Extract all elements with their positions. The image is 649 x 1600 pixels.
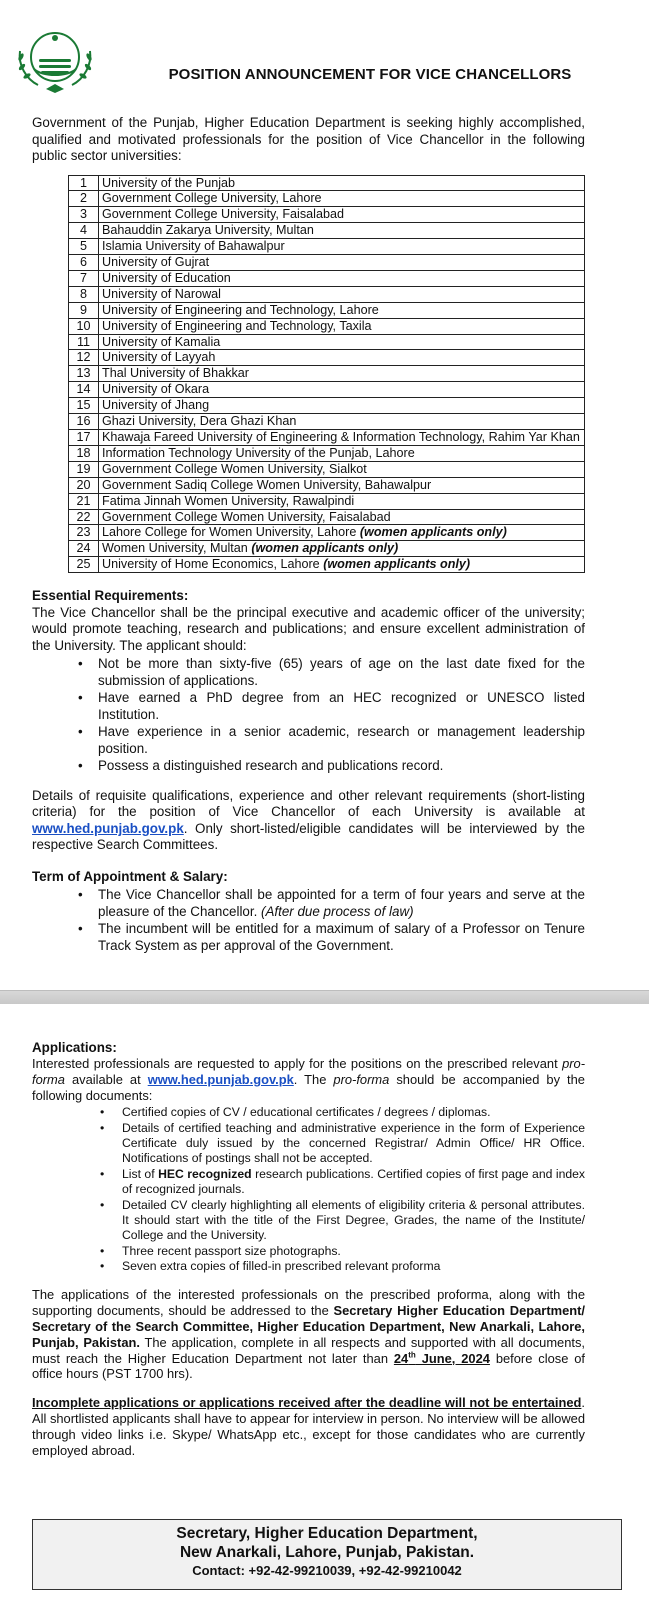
date-suffix: th	[408, 1350, 416, 1360]
row-number: 13	[69, 366, 99, 382]
university-label: Bahauddin Zakarya University, Multan	[102, 223, 314, 238]
row-number: 4	[69, 223, 99, 239]
university-label: Ghazi University, Dera Ghazi Khan	[102, 414, 297, 429]
notice-text: . All shortlisted applicants shall have to appear for interview in person. No interview will be allowed through video links i.e. Skype/ WhatsApp etc., except for those candidates who are currently employed abroad.	[32, 1395, 585, 1458]
table-row	[69, 191, 585, 207]
university-name	[99, 191, 585, 207]
table-row	[69, 207, 585, 223]
term-heading: Term of Appointment & Salary:	[32, 868, 228, 884]
row-number: 3	[69, 207, 99, 223]
university-name	[99, 461, 585, 477]
table-row	[69, 366, 585, 382]
university-name	[99, 255, 585, 271]
table-row	[69, 461, 585, 477]
row-number: 20	[69, 477, 99, 493]
university-label: University of Home Economics, Lahore	[102, 557, 324, 572]
sheet-two	[32, 1040, 585, 1458]
doc-text: research publications. Certified copies of first page and index of recognized journals.	[122, 1167, 585, 1196]
women-only-note: (women applicants only)	[359, 525, 507, 540]
term-list	[98, 887, 585, 954]
university-label: Fatima Jinnah Women University, Rawalpindi	[102, 493, 355, 508]
list-item: • Three recent passport size photographs.	[122, 1244, 585, 1259]
details-paragraph	[32, 788, 585, 854]
university-name	[99, 318, 585, 334]
contact-box	[32, 1519, 622, 1590]
row-number: 5	[69, 239, 99, 255]
list-item	[98, 887, 585, 920]
doc-text: List of	[122, 1167, 159, 1182]
details-text: . Only short-listed/eligible candidates will be interviewed by the respective Search Committees.	[32, 820, 585, 853]
table-row	[69, 334, 585, 350]
notice-bold: Incomplete applications or applications received after the deadline will not be entertained	[32, 1395, 582, 1411]
university-label: University of Engineering and Technology, Taxila	[102, 318, 372, 333]
essential-list	[98, 656, 585, 775]
university-name	[99, 350, 585, 366]
row-number: 12	[69, 350, 99, 366]
university-name	[99, 175, 585, 191]
date-day: 24	[393, 1350, 409, 1366]
table-row	[69, 350, 585, 366]
university-name	[99, 302, 585, 318]
row-number: 17	[69, 430, 99, 446]
row-number: 16	[69, 414, 99, 430]
table-row	[69, 541, 585, 557]
university-label: University of Engineering and Technology, Lahore	[102, 302, 379, 317]
deadline-date	[394, 1351, 490, 1366]
row-number: 18	[69, 445, 99, 461]
university-name	[99, 525, 585, 541]
applications-paragraph	[32, 1056, 585, 1103]
university-name	[99, 286, 585, 302]
university-label: University of Okara	[102, 382, 210, 397]
university-label: University of Jhang	[102, 398, 210, 413]
university-label: Women University, Multan	[102, 541, 252, 556]
row-number: 14	[69, 382, 99, 398]
row-number: 10	[69, 318, 99, 334]
university-label: Government College Women University, Faisalabad	[102, 509, 391, 524]
table-row	[69, 509, 585, 525]
table-row	[69, 255, 585, 271]
term-text: The Vice Chancellor shall be appointed for a term of four years and serve at the pleasure of the Chancellor.	[98, 887, 585, 919]
punjab-emblem-icon	[12, 21, 98, 97]
date-rest: June, 2024	[415, 1350, 490, 1366]
table-row	[69, 525, 585, 541]
university-label: Islamia University of Bahawalpur	[102, 239, 285, 254]
table-row	[69, 398, 585, 414]
table-row	[69, 286, 585, 302]
list-item	[122, 1167, 585, 1197]
university-label: Government College Women University, Sialkot	[102, 461, 367, 476]
proforma-term: pro-forma	[32, 1056, 585, 1087]
university-label: Khawaja Fareed University of Engineering & Information Technology, Rahim Yar Khan	[102, 430, 580, 444]
contact-line: New Anarkali, Lahore, Punjab, Pakistan.	[179, 1544, 474, 1561]
term-note: (After due process of law)	[261, 903, 414, 919]
list-item: • Certified copies of CV / educational certificates / degrees / diplomas.	[122, 1105, 585, 1120]
university-name	[99, 398, 585, 414]
university-name	[99, 430, 585, 446]
row-number: 24	[69, 541, 99, 557]
university-label: University of Layyah	[102, 350, 216, 365]
university-name	[99, 207, 585, 223]
address-paragraph	[32, 1287, 585, 1382]
university-label: University of Gujrat	[102, 255, 210, 270]
universities-table	[68, 175, 585, 574]
row-number: 15	[69, 398, 99, 414]
page-title: POSITION ANNOUNCEMENT FOR VICE CHANCELLORS	[168, 66, 572, 83]
table-row	[69, 302, 585, 318]
doc-text-bold: HEC recognized	[158, 1167, 252, 1182]
row-number: 7	[69, 270, 99, 286]
university-label: University of Kamalia	[102, 334, 221, 349]
university-label: Lahore College for Women University, Lahore	[102, 525, 360, 540]
contact-phone: Contact: +92-42-99210039, +92-42-99210042	[192, 1563, 462, 1578]
table-row	[69, 175, 585, 191]
university-label: Government College University, Lahore	[102, 191, 322, 206]
list-item: • Have earned a PhD degree from an HEC recognized or UNESCO listed Institution.	[98, 690, 585, 723]
university-name	[99, 541, 585, 557]
row-number: 11	[69, 334, 99, 350]
address-bold: Secretary Higher Education Department/ Secretary of the Search Committee, Higher Education Department, New Anarkali, Lahore, Punjab, Pakistan.	[32, 1303, 585, 1350]
list-item: • Details of certified teaching and administrative experience in the form of Experience Certificate duly issued by the concerned Registrar/ Admin Office/ HR Office. Notifications of postings shall not be accepted.	[122, 1121, 585, 1166]
university-label: Government College University, Faisalabad	[102, 207, 344, 222]
list-item: • The incumbent will be entitled for a maximum of salary of a Professor on Tenure Track System as per approval of the Government.	[98, 921, 585, 954]
details-text: Details of requisite qualifications, experience and other relevant requirements (short-listing criteria) for the position of Vice Chancellor of each University is available at	[32, 787, 585, 820]
applications-text: available at	[64, 1071, 148, 1087]
university-name	[99, 382, 585, 398]
address-text: The applications of the interested professionals on the prescribed proforma, along with the supporting documents, should be addressed to the	[32, 1287, 585, 1319]
table-row	[69, 382, 585, 398]
university-name	[99, 239, 585, 255]
table-row	[69, 493, 585, 509]
applications-text: Interested professionals are requested to apply for the positions on the prescribed relevant	[32, 1056, 563, 1071]
list-item: • Seven extra copies of filled-in prescribed relevant proforma	[122, 1259, 585, 1274]
applications-heading: Applications:	[32, 1040, 117, 1055]
university-name	[99, 509, 585, 525]
documents-list	[122, 1105, 585, 1274]
intro-paragraph: Government of the Punjab, Higher Education Department is seeking highly accomplished, qualified and motivated professionals for the position of Vice Chancellor in the following public sector universities:	[32, 115, 585, 163]
university-name	[99, 445, 585, 461]
row-number: 2	[69, 191, 99, 207]
university-label: University of Narowal	[102, 286, 221, 301]
page-divider	[0, 990, 649, 1004]
row-number: 6	[69, 255, 99, 271]
table-row	[69, 223, 585, 239]
proforma-term: pro-forma	[333, 1071, 390, 1087]
essential-heading: Essential Requirements:	[32, 588, 189, 604]
row-number: 1	[69, 175, 99, 191]
list-item: • Detailed CV clearly highlighting all elements of eligibility criteria & personal attributes. It should start with the title of the First Degree, Grades, the name of the Institute/ College and the University.	[122, 1198, 585, 1243]
table-row	[69, 239, 585, 255]
contact-line: Secretary, Higher Education Department,	[176, 1525, 478, 1542]
university-name	[99, 414, 585, 430]
university-label: University of Education	[102, 270, 231, 285]
row-number: 25	[69, 557, 99, 573]
table-row	[69, 477, 585, 493]
notice-paragraph	[32, 1395, 585, 1458]
address-text: The application, complete in all respects and supported with all documents, must reach the Higher Education Department not later than	[32, 1334, 586, 1366]
address-text: before close of office hours (PST 1700 hrs).	[32, 1350, 586, 1382]
university-name	[99, 493, 585, 509]
table-row	[69, 414, 585, 430]
table-row	[69, 430, 585, 446]
essential-text: The Vice Chancellor shall be the principal executive and academic officer of the university; would promote teaching, research and publications; and ensure excellent administration of the University. The applicant should:	[32, 604, 585, 653]
table-row	[69, 445, 585, 461]
university-label: Thal University of Bhakkar	[102, 366, 249, 381]
university-name	[99, 223, 585, 239]
row-number: 9	[69, 302, 99, 318]
row-number: 8	[69, 286, 99, 302]
list-item: • Not be more than sixty-five (65) years of age on the last date fixed for the submission of applications.	[98, 656, 585, 689]
university-label: Information Technology University of the Punjab, Lahore	[102, 445, 415, 460]
hed-website-link[interactable]: www.hed.punjab.gov.pk	[147, 1071, 294, 1087]
university-name	[99, 270, 585, 286]
university-name	[99, 366, 585, 382]
row-number: 23	[69, 525, 99, 541]
women-only-note: (women applicants only)	[323, 557, 471, 572]
list-item: • Possess a distinguished research and publications record.	[98, 758, 585, 775]
university-name	[99, 557, 585, 573]
university-label: Government Sadiq College Women University, Bahawalpur	[102, 477, 432, 492]
hed-website-link[interactable]: www.hed.punjab.gov.pk	[32, 820, 184, 836]
table-row	[69, 318, 585, 334]
row-number: 22	[69, 509, 99, 525]
applications-text: should be accompanied by the following documents:	[32, 1071, 585, 1103]
applications-text: . The	[293, 1071, 334, 1087]
table-row	[69, 270, 585, 286]
university-label: University of the Punjab	[102, 175, 236, 190]
university-name	[99, 334, 585, 350]
row-number: 19	[69, 461, 99, 477]
women-only-note: (women applicants only)	[251, 541, 399, 556]
table-row	[69, 557, 585, 573]
university-name	[99, 477, 585, 493]
row-number: 21	[69, 493, 99, 509]
list-item: • Have experience in a senior academic, research or management leadership position.	[98, 724, 585, 757]
sheet-one	[32, 115, 585, 955]
